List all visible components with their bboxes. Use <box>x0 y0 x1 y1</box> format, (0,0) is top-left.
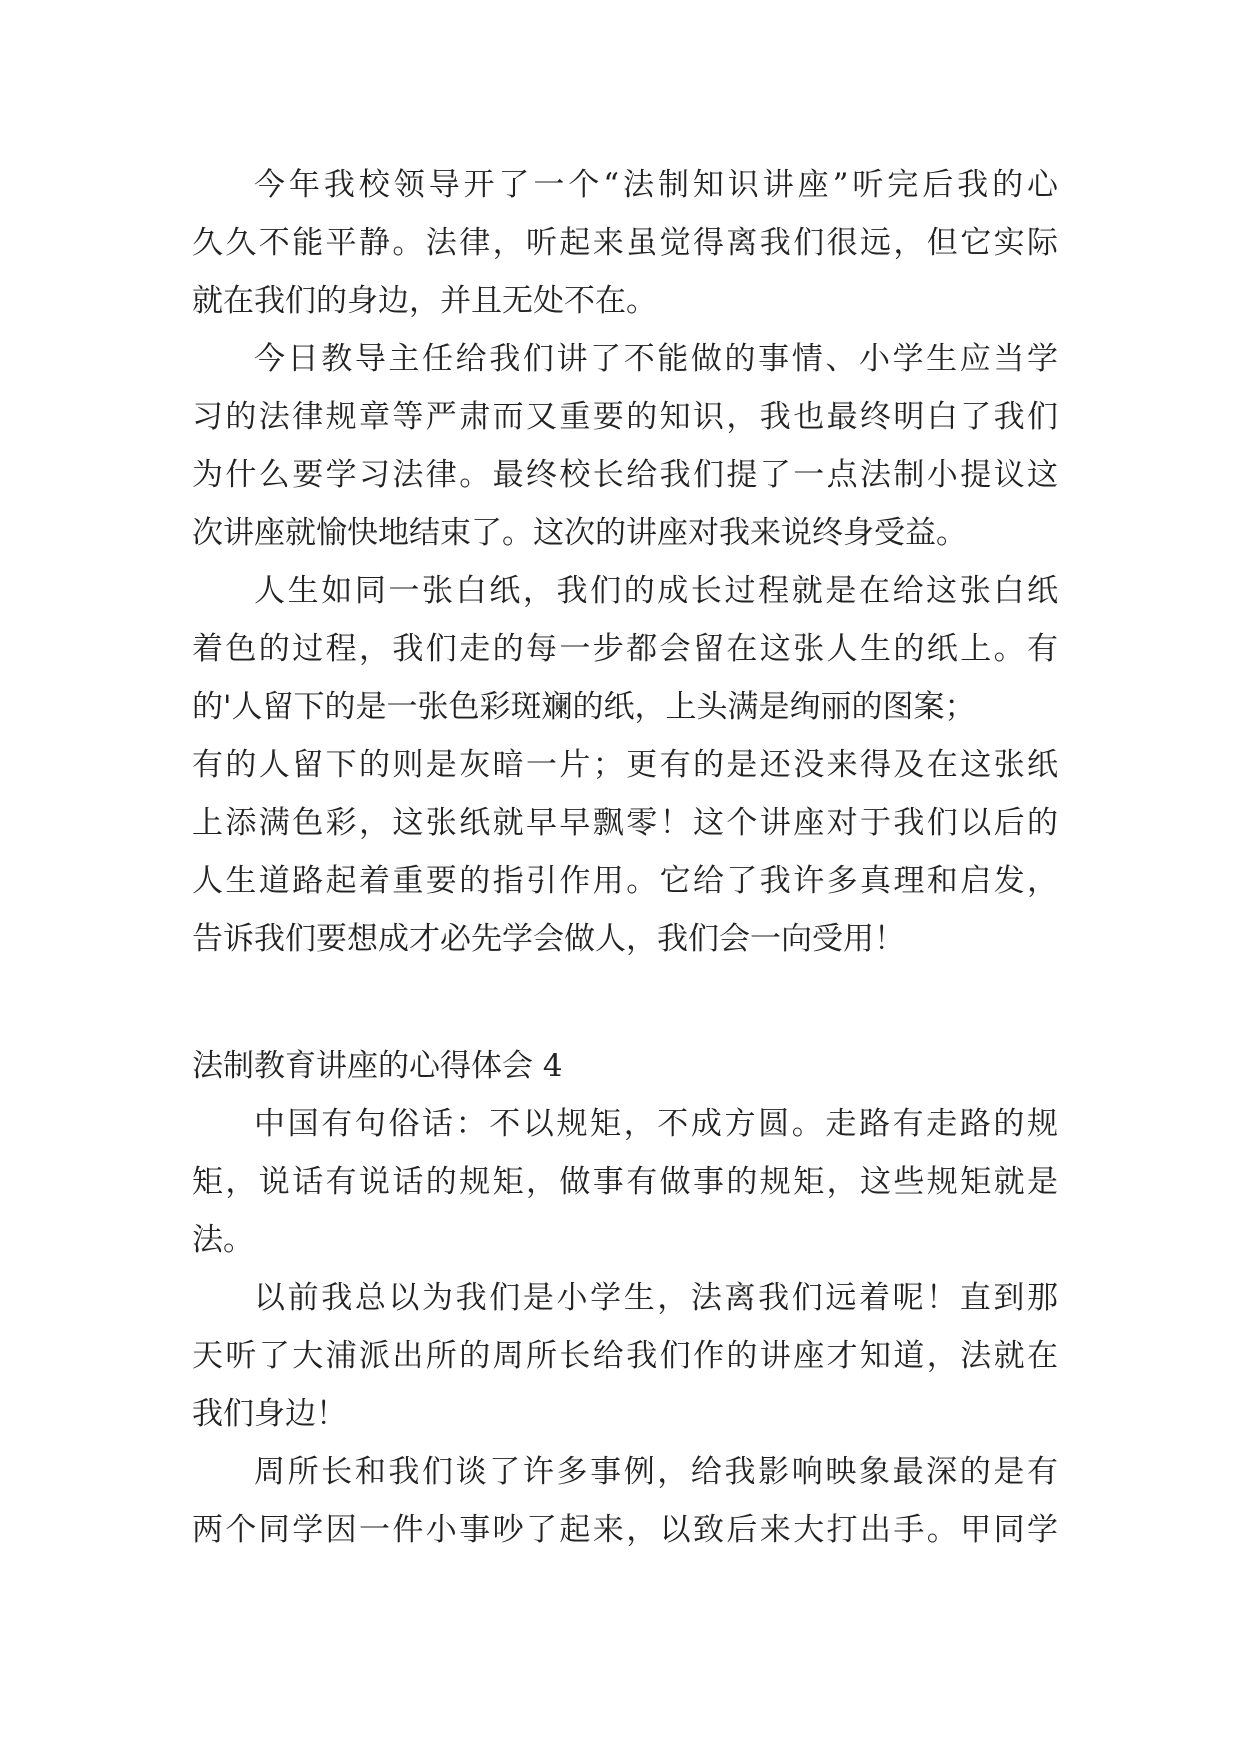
text-line: 次讲座就愉快地结束了。这次的讲座对我来说终身受益。 <box>192 515 967 551</box>
section-gap <box>192 968 1058 1037</box>
paragraph <box>192 1095 1058 1269</box>
text-line: 着色的过程，我们走的每一步都会留在这张人生的纸上。有 <box>192 631 1058 667</box>
text-line: 我们身边！ <box>192 1396 347 1432</box>
text-line: 久久不能平静。法律，听起来虽觉得离我们很远，但它实际 <box>192 225 1058 261</box>
text-line: 以前我总以为我们是小学生，法离我们远着呢！直到那 <box>254 1280 1058 1316</box>
text-line: 今年我校领导开了一个“法制知识讲座”听完后我的心 <box>254 167 1058 203</box>
document-body <box>192 156 1058 1559</box>
text-line: 周所长和我们谈了许多事例，给我影响映象最深的是有 <box>254 1454 1058 1490</box>
paragraph <box>192 562 1058 968</box>
text-line: 人生道路起着重要的指引作用。它给了我许多真理和启发， <box>192 863 1058 899</box>
text-line: 人生如同一张白纸，我们的成长过程就是在给这张白纸 <box>254 573 1058 609</box>
text-line: 上添满色彩，这张纸就早早飘零！这个讲座对于我们以后的 <box>192 805 1058 841</box>
text-line: 天听了大浦派出所的周所长给我们作的讲座才知道，法就在 <box>192 1338 1058 1374</box>
paragraph <box>192 1443 1058 1559</box>
text-line: 矩，说话有说话的规矩，做事有做事的规矩，这些规矩就是 <box>192 1164 1058 1200</box>
paragraph <box>192 330 1058 562</box>
text-line: 为什么要学习法律。最终校长给我们提了一点法制小提议这 <box>192 457 1058 493</box>
paragraph <box>192 156 1058 330</box>
section-heading: 法制教育讲座的心得体会 4 <box>192 1048 563 1084</box>
text-line: 法。 <box>192 1222 254 1258</box>
text-line: 今日教导主任给我们讲了不能做的事情、小学生应当学 <box>254 341 1058 377</box>
paragraph <box>192 1269 1058 1443</box>
text-line: 的'人留下的是一张色彩斑斓的纸，上头满是绚丽的图案； <box>192 689 976 725</box>
text-line: 两个同学因一件小事吵了起来，以致后来大打出手。甲同学 <box>192 1512 1058 1548</box>
text-line: 习的法律规章等严肃而又重要的知识，我也最终明白了我们 <box>192 399 1058 435</box>
text-line: 中国有句俗话：不以规矩，不成方圆。走路有走路的规 <box>254 1106 1058 1142</box>
text-line: 告诉我们要想成才必先学会做人，我们会一向受用！ <box>192 921 905 957</box>
text-line: 就在我们的身边，并且无处不在。 <box>192 283 657 319</box>
text-line: 有的人留下的则是灰暗一片；更有的是还没来得及在这张纸 <box>192 747 1058 783</box>
